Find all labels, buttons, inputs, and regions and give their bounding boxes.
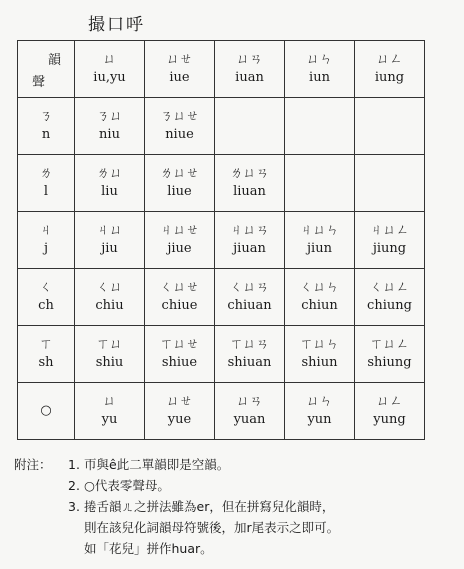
zhuyin-text: ㄩㄢ	[236, 52, 263, 67]
pinyin-text: liue	[167, 184, 192, 199]
note-text: 帀與ê此二單韻即是空韻。	[84, 457, 230, 472]
zhuyin-text: ㄩㄣ	[306, 394, 333, 409]
syllable-cell	[215, 98, 285, 155]
zhuyin-text: ○	[40, 403, 52, 418]
pinyin-text: ch	[38, 298, 54, 313]
note-line	[14, 538, 462, 559]
zhuyin-text: ㄌ	[39, 166, 53, 181]
zhuyin-text: ㄩㄣ	[306, 52, 333, 67]
zhuyin-text: ㄐ	[39, 223, 53, 238]
pinyin-text: yung	[373, 412, 406, 427]
corner-cell	[18, 41, 75, 98]
pinyin-text: jiuan	[233, 241, 266, 256]
zhuyin-text: ㄒㄩㄥ	[369, 337, 409, 352]
syllable-cell	[145, 326, 215, 383]
final-header-cell	[355, 41, 425, 98]
syllable-cell	[75, 212, 145, 269]
zhuyin-text: ㄩㄝ	[166, 52, 193, 67]
zhuyin-text: ㄐㄩㄝ	[159, 223, 199, 238]
notes-lead	[14, 475, 68, 496]
initial-cell	[18, 269, 75, 326]
pinyin-text: shiue	[161, 355, 198, 370]
syllable-cell	[215, 383, 285, 440]
syllable-cell	[355, 269, 425, 326]
note-line	[14, 475, 462, 496]
final-header-cell	[145, 41, 215, 98]
initial-cell	[18, 155, 75, 212]
table-row	[18, 212, 425, 269]
final-header-cell	[285, 41, 355, 98]
table-row	[18, 383, 425, 440]
note-text: 如「花兒」拼作huar。	[84, 541, 213, 556]
notes-section	[14, 454, 462, 559]
syllable-cell	[285, 212, 355, 269]
pinyin-text: iung	[374, 70, 405, 85]
zhuyin-text: ㄩ	[102, 394, 116, 409]
notes-lead	[14, 496, 68, 517]
pinyin-text: jiu	[101, 241, 118, 256]
zhuyin-text: ㄋ	[39, 109, 53, 124]
pinyin-text: iun	[309, 70, 330, 85]
pinyin-text: n	[41, 127, 51, 142]
syllable-cell	[285, 269, 355, 326]
zhuyin-text: ㄩㄝ	[166, 394, 193, 409]
syllable-cell	[75, 155, 145, 212]
syllable-cell	[215, 212, 285, 269]
table-row	[18, 155, 425, 212]
zhuyin-text: ㄩㄥ	[376, 394, 403, 409]
pinyin-text: jiung	[372, 241, 407, 256]
syllable-cell	[75, 383, 145, 440]
zhuyin-text: ㄑㄩ	[96, 280, 123, 295]
zhuyin-text: ㄋㄩㄝ	[159, 109, 199, 124]
pinyin-text: chiung	[367, 298, 412, 313]
zhuyin-text: ㄑㄩㄣ	[299, 280, 339, 295]
pinyin-text: yuan	[233, 412, 266, 427]
page-title: 撮口呼	[88, 15, 145, 35]
syllable-cell	[145, 155, 215, 212]
pinyin-text: chiuan	[227, 298, 272, 313]
pinyin-text: niue	[165, 127, 194, 142]
pinyin-text: shiuan	[227, 355, 272, 370]
syllable-cell	[355, 326, 425, 383]
note-line	[14, 454, 462, 475]
note-number: 3.	[68, 499, 80, 514]
syllable-cell	[75, 269, 145, 326]
zhuyin-text: ㄑㄩㄥ	[369, 280, 409, 295]
initial-cell	[18, 98, 75, 155]
syllable-cell	[215, 155, 285, 212]
pinyin-text: niu	[99, 127, 120, 142]
zhuyin-text: ㄒㄩㄣ	[299, 337, 339, 352]
zhuyin-text: ㄒㄩㄝ	[159, 337, 199, 352]
note-line	[14, 517, 462, 538]
syllable-cell	[285, 98, 355, 155]
syllable-cell	[215, 269, 285, 326]
corner-sheng-label: 聲	[32, 75, 46, 90]
zhuyin-text: ㄐㄩㄣ	[299, 223, 339, 238]
syllable-cell	[145, 212, 215, 269]
syllable-cell	[145, 269, 215, 326]
pinyin-text: chiue	[161, 298, 198, 313]
syllable-cell	[355, 383, 425, 440]
syllable-cell	[355, 98, 425, 155]
pinyin-text: yu	[101, 412, 118, 427]
zhuyin-text: ㄩ	[102, 52, 116, 67]
pinyin-text: shiu	[95, 355, 124, 370]
pinyin-text: sh	[38, 355, 54, 370]
pinyin-text: liuan	[233, 184, 266, 199]
header-row	[18, 41, 425, 98]
zhuyin-text: ㄌㄩㄝ	[159, 166, 199, 181]
table-row	[18, 269, 425, 326]
note-number	[68, 538, 84, 559]
notes-lead: 附注：	[14, 457, 52, 472]
note-text: ○代表零聲母。	[84, 478, 170, 493]
zhuyin-text: ㄌㄩ	[96, 166, 123, 181]
syllable-cell	[145, 383, 215, 440]
pinyin-text: jiun	[307, 241, 332, 256]
pinyin-text: yue	[167, 412, 192, 427]
initial-cell	[18, 212, 75, 269]
note-line	[14, 496, 462, 517]
pinyin-text: l	[43, 184, 49, 199]
zhuyin-text: ㄑ	[39, 280, 53, 295]
note-text: 捲舌韻ㄦ之拼法雖為er，但在拼寫兒化韻時，	[84, 499, 335, 514]
zhuyin-text: ㄌㄩㄢ	[229, 166, 269, 181]
pinyin-text: iuan	[235, 70, 264, 85]
zhuyin-text: ㄒㄩㄢ	[229, 337, 269, 352]
note-number: 1.	[68, 457, 80, 472]
initial-cell	[18, 383, 75, 440]
pinyin-text: chiun	[301, 298, 338, 313]
syllable-cell	[75, 326, 145, 383]
notes-lead	[14, 538, 68, 559]
zhuyin-text: ㄩㄥ	[376, 52, 403, 67]
note-number: 2.	[68, 478, 80, 493]
table-row	[18, 326, 425, 383]
pinyin-text: shiun	[301, 355, 338, 370]
pinyin-text: j	[43, 241, 49, 256]
syllable-cell	[145, 98, 215, 155]
zhuyin-text: ㄋㄩ	[96, 109, 123, 124]
syllable-cell	[285, 155, 355, 212]
zhuyin-text: ㄑㄩㄝ	[159, 280, 199, 295]
corner-yun-label: 韻	[48, 53, 62, 68]
zhuyin-text: ㄐㄩ	[96, 223, 123, 238]
initial-cell	[18, 326, 75, 383]
pinyin-text: shiung	[367, 355, 412, 370]
zhuyin-text: ㄐㄩㄢ	[229, 223, 269, 238]
syllable-cell	[285, 383, 355, 440]
pinyin-text: yun	[307, 412, 332, 427]
pinyin-table	[17, 40, 425, 440]
syllable-cell	[285, 326, 355, 383]
note-number	[68, 517, 84, 538]
table-row	[18, 98, 425, 155]
syllable-cell	[215, 326, 285, 383]
zhuyin-text: ㄩㄢ	[236, 394, 263, 409]
pinyin-text: iue	[169, 70, 190, 85]
zhuyin-text: ㄒㄩ	[96, 337, 123, 352]
pinyin-text: chiu	[95, 298, 124, 313]
zhuyin-text: ㄐㄩㄥ	[369, 223, 409, 238]
pinyin-text: jiue	[167, 241, 192, 256]
notes-lead	[14, 517, 68, 538]
pinyin-text: iu,yu	[93, 70, 126, 85]
pinyin-text: liu	[101, 184, 118, 199]
final-header-cell	[215, 41, 285, 98]
syllable-cell	[355, 155, 425, 212]
zhuyin-text: ㄑㄩㄢ	[229, 280, 269, 295]
zhuyin-text: ㄒ	[39, 337, 53, 352]
syllable-cell	[355, 212, 425, 269]
note-text: 則在該兒化詞韻母符號後，加r尾表示之即可。	[84, 520, 340, 535]
final-header-cell	[75, 41, 145, 98]
syllable-cell	[75, 98, 145, 155]
